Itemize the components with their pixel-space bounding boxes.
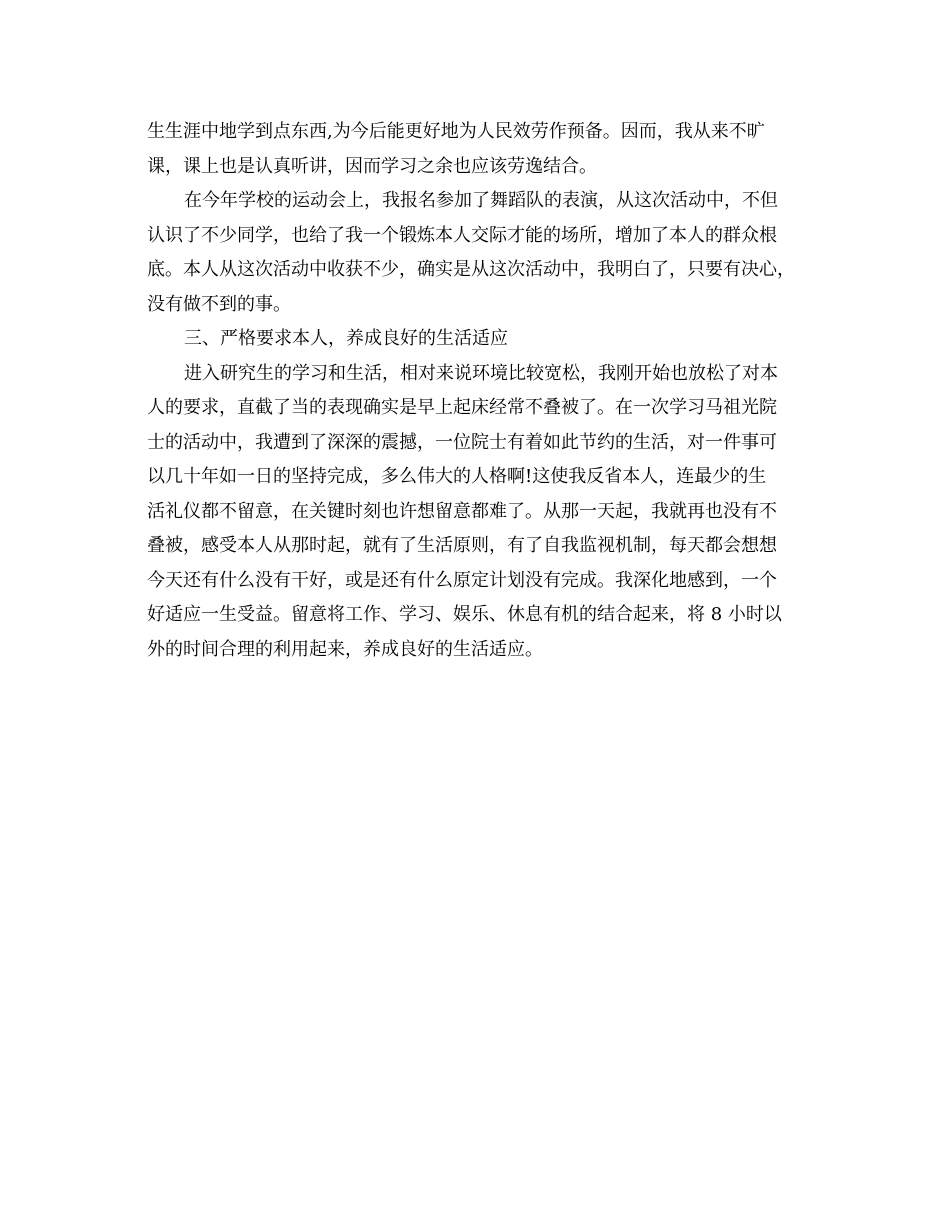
- text-line: 好适应一生受益。留意将工作、学习、娱乐、休息有机的结合起来，将 8 小时以: [147, 604, 782, 625]
- section-heading: 三、严格要求本人，养成良好的生活适应: [184, 328, 508, 349]
- text-line: 外的时间合理的利用起来，养成良好的生活适应。: [147, 638, 543, 660]
- text-line: 叠被，感受本人从那时起，就有了生活原则，有了自我监视机制，每天都会想想: [147, 535, 777, 556]
- text-line: 没有做不到的事。: [147, 293, 291, 315]
- text-line: 课，课上也是认真听讲，因而学习之余也应该劳逸结合。: [147, 155, 597, 177]
- document-body: [147, 118, 812, 670]
- text-line: 今天还有什么没有干好，或是还有什么原定计划没有完成。我深化地感到，一个: [147, 569, 777, 591]
- text-line: 底。本人从这次活动中收获不少，确实是从这次活动中，我明白了，只要有决心，: [147, 259, 795, 280]
- paragraph-first-line: 进入研究生的学习和生活，相对来说环境比较宽松，我刚开始也放松了对本: [184, 362, 778, 384]
- text-line: 生生涯中地学到点东西,为今后能更好地为人民效劳作预备。因而，我从来不旷: [147, 121, 765, 142]
- text-line: 活礼仪都不留意，在关键时刻也许想留意都难了。从那一天起，我就再也没有不: [147, 500, 777, 522]
- paragraph-first-line: 在今年学校的运动会上，我报名参加了舞蹈队的表演，从这次活动中，不但: [184, 190, 778, 211]
- text-line: 士的活动中，我遭到了深深的震撼，一位院士有着如此节约的生活，对一件事可: [147, 431, 777, 453]
- text-line: 人的要求，直截了当的表现确实是早上起床经常不叠被了。在一次学习马祖光院: [147, 397, 777, 418]
- text-line: 以几十年如一日的坚持完成，多么伟大的人格啊!这使我反省本人，连最少的生: [147, 466, 767, 487]
- text-line: 认识了不少同学，也给了我一个锻炼本人交际才能的场所，增加了本人的群众根: [147, 224, 777, 246]
